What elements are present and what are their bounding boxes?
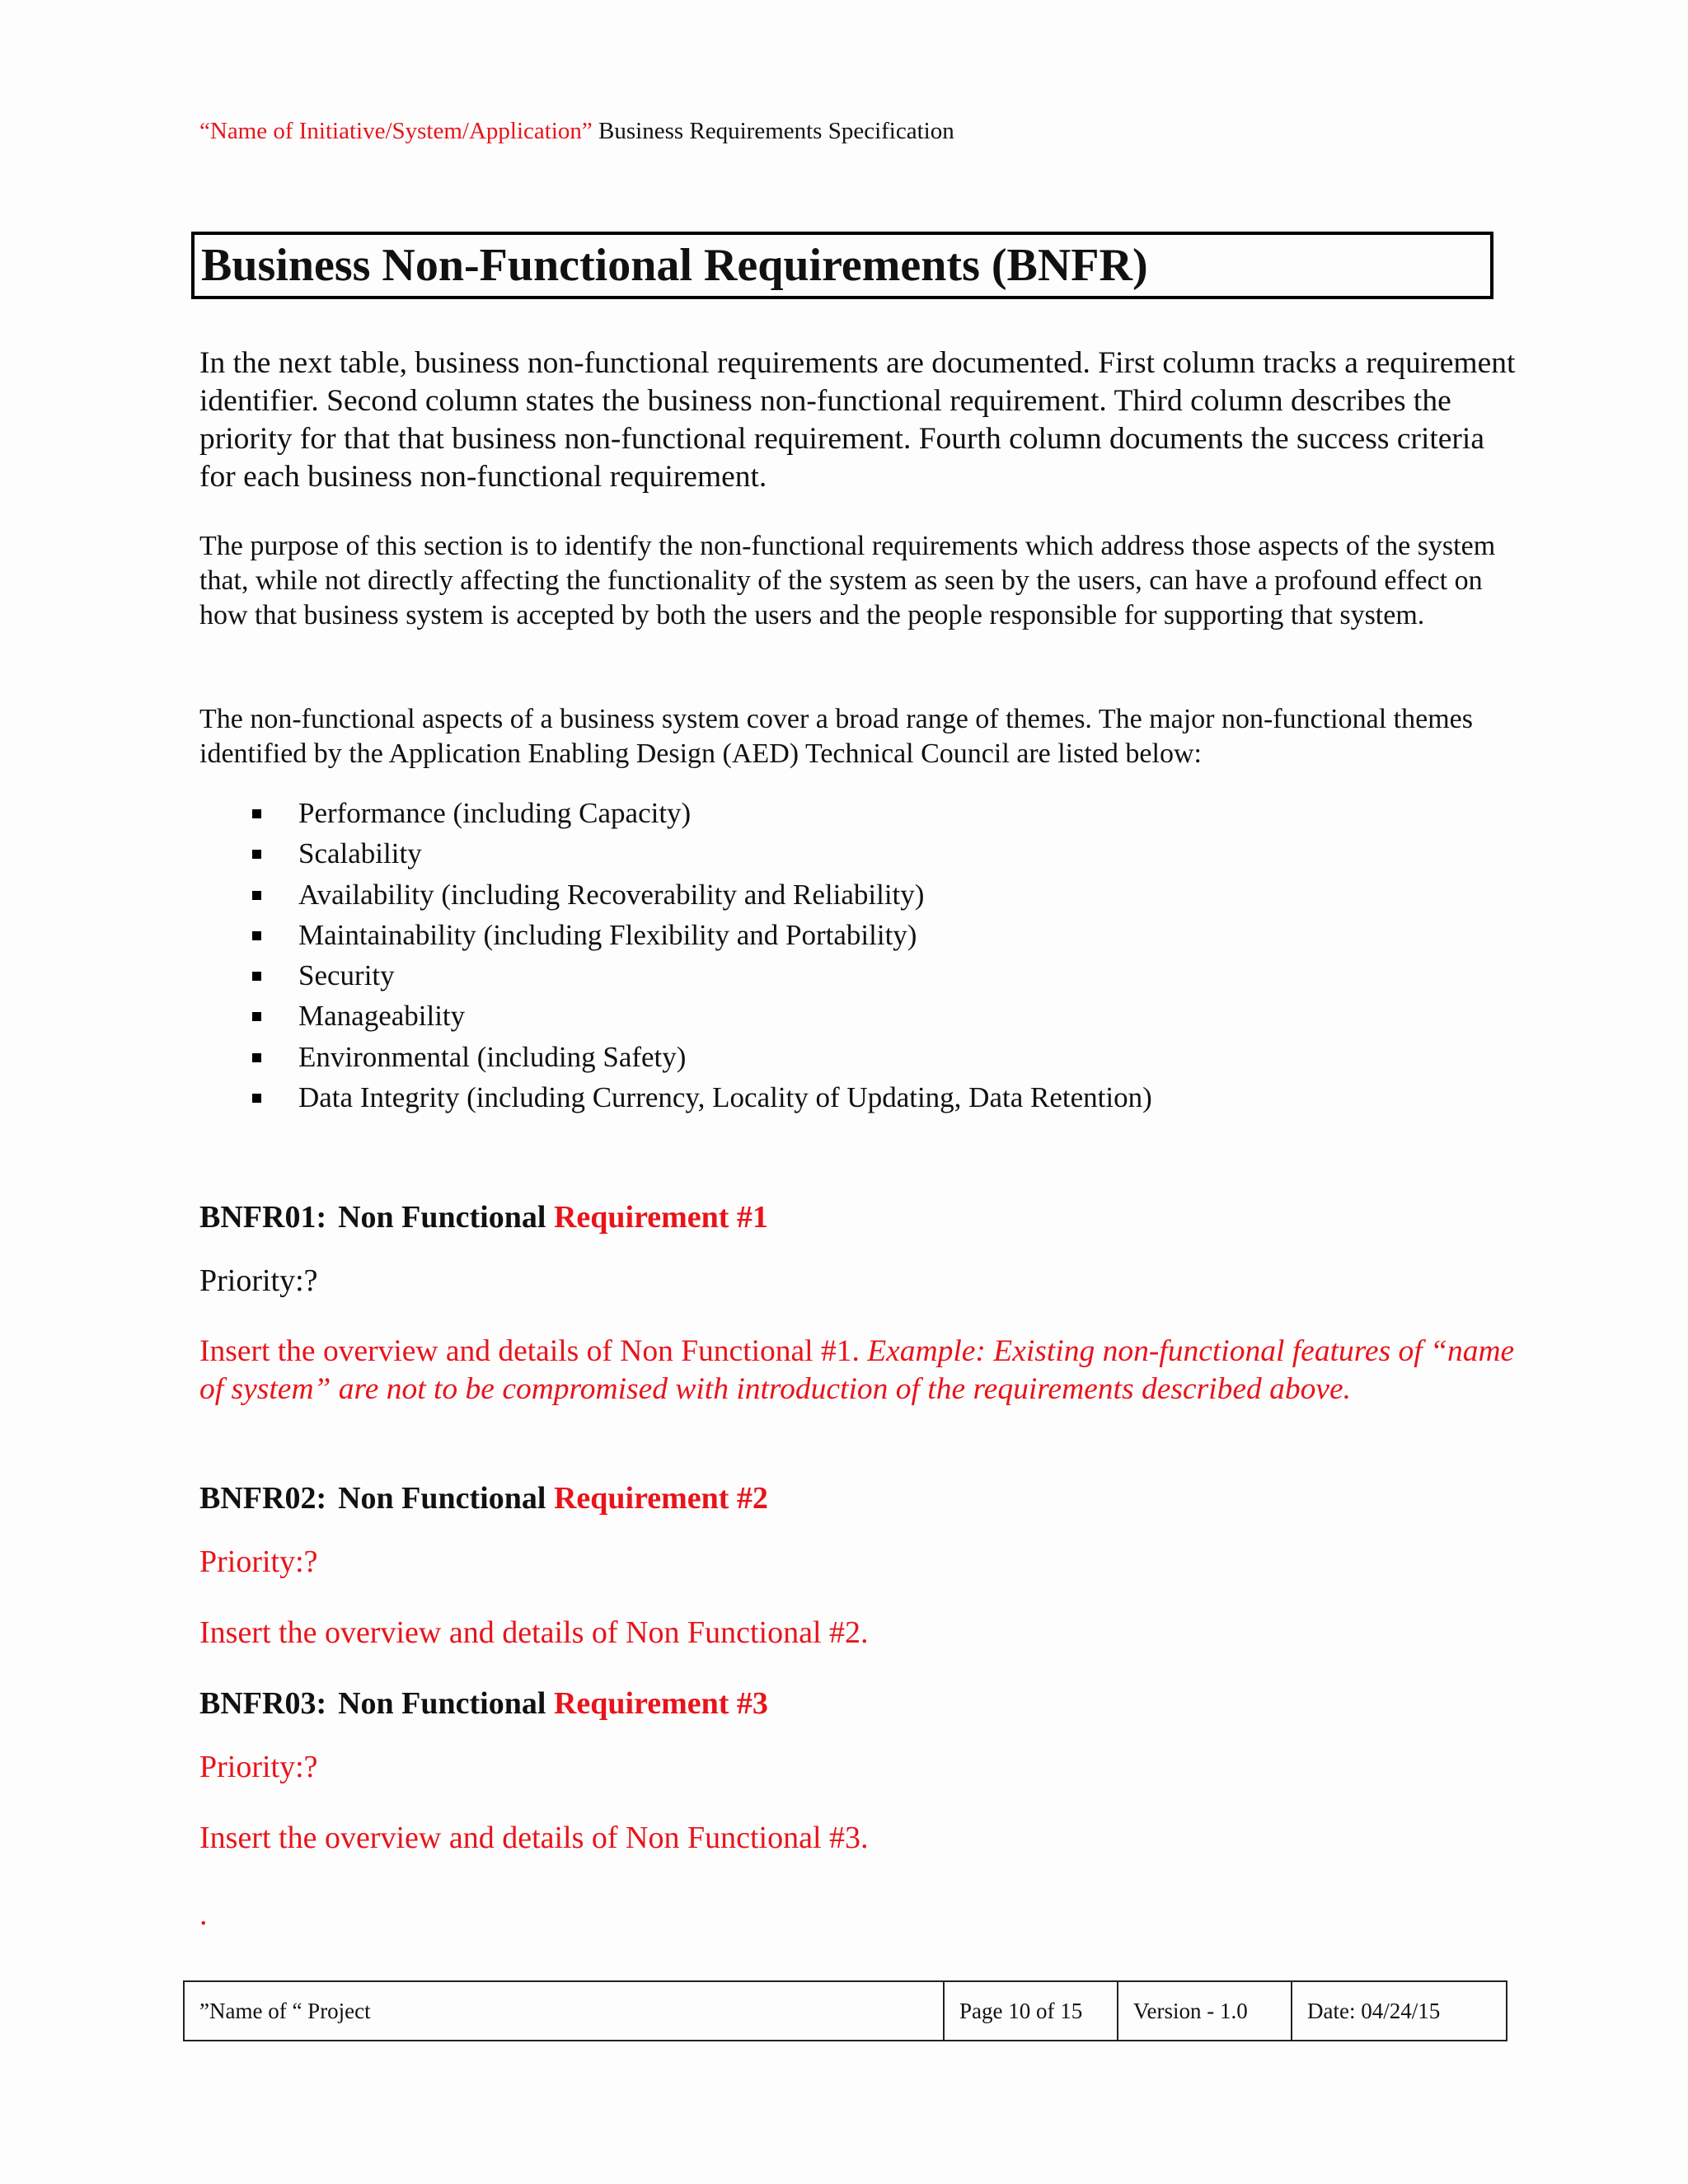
- theme-label: Data Integrity (including Currency, Locality of Updating, Data Retention): [298, 1081, 1152, 1114]
- footer-project: ”Name of “ Project: [184, 1981, 944, 2041]
- section-title-box: [191, 232, 1493, 299]
- bullet-square-icon: [252, 809, 261, 818]
- purpose-paragraph: The purpose of this section is to identify the non-functional requirements which address those aspects of the system that, while not directly affecting the functionality of the system as seen by the users, can have a profound effect on how that business system is accepted by both the users and the people responsible for supporting that system.: [199, 531, 1496, 630]
- list-item: [199, 1037, 1152, 1077]
- requirement-id: BNFR01:: [199, 1200, 327, 1235]
- requirement-example-text: Example: Existing non-functional features of “name of system” are not to be compromised with introduction of the requirements described above.: [199, 1334, 1515, 1406]
- requirement-details-1: [199, 1333, 1518, 1408]
- section-title: Business Non-Functional Requirements (BNFR): [201, 240, 1148, 291]
- list-item: [199, 955, 1152, 996]
- requirement-heading-3: [199, 1685, 768, 1722]
- requirement-label-placeholder: Requirement #2: [546, 1481, 768, 1516]
- themes-intro-paragraph: The non-functional aspects of a business system cover a broad range of themes. The major non-functional themes identified by the Application Enabling Design (AED) Technical Council are listed below:: [199, 704, 1473, 769]
- requirement-details-text: Insert the overview and details of Non Functional #1.: [199, 1334, 868, 1368]
- requirement-label: Non Functional: [338, 1481, 546, 1516]
- list-item: [199, 996, 1152, 1036]
- theme-label: Availability (including Recoverability and Reliability): [298, 878, 925, 911]
- bullet-square-icon: [252, 891, 261, 900]
- theme-label: Security: [298, 959, 395, 992]
- requirement-priority-2: Priority:?: [199, 1544, 318, 1579]
- requirement-id: BNFR03:: [199, 1686, 327, 1721]
- running-header: [199, 116, 954, 146]
- requirement-id: BNFR02:: [199, 1481, 327, 1516]
- requirement-label: Non Functional: [338, 1200, 546, 1235]
- theme-label: Manageability: [298, 1000, 466, 1033]
- bullet-square-icon: [252, 1053, 261, 1062]
- list-item: [199, 833, 1152, 874]
- header-doc-title: Business Requirements Specification: [592, 118, 954, 144]
- bullet-square-icon: [252, 1094, 261, 1103]
- trailing-mark: .: [199, 1897, 208, 1932]
- requirement-details-2: Insert the overview and details of Non Functional #2.: [199, 1615, 869, 1650]
- footer-date: Date: 04/24/15: [1292, 1981, 1507, 2041]
- intro-paragraph: In the next table, business non-functional requirements are documented. First column tracks a requirement identifier. Second column states the business non-functional requirement. Third column describes the priority for that that business non-functional requirement. Fourth column documents the success criteria for each business non-functional requirement.: [199, 346, 1516, 494]
- footer-page: Page 10 of 15: [944, 1981, 1118, 2041]
- requirement-label: Non Functional: [338, 1686, 546, 1721]
- bullet-square-icon: [252, 850, 261, 859]
- list-item: [199, 793, 1152, 833]
- bullet-square-icon: [252, 1012, 261, 1021]
- bullet-square-icon: [252, 972, 261, 981]
- list-item: [199, 915, 1152, 955]
- footer-version: Version - 1.0: [1118, 1981, 1292, 2041]
- bullet-square-icon: [252, 931, 261, 940]
- themes-list: [199, 793, 1152, 1118]
- list-item: [199, 1077, 1152, 1118]
- requirement-heading-1: [199, 1198, 768, 1236]
- theme-label: Scalability: [298, 837, 422, 870]
- requirement-label-placeholder: Requirement #1: [546, 1200, 768, 1235]
- page-footer: [183, 1980, 1507, 2041]
- theme-label: Environmental (including Safety): [298, 1040, 687, 1073]
- theme-label: Performance (including Capacity): [298, 797, 692, 829]
- table-row: [184, 1981, 1507, 2041]
- requirement-heading-2: [199, 1479, 768, 1517]
- requirement-details-3: Insert the overview and details of Non Functional #3.: [199, 1821, 869, 1855]
- requirement-priority-3: Priority:?: [199, 1750, 318, 1784]
- list-item: [199, 874, 1152, 915]
- theme-label: Maintainability (including Flexibility and Portability): [298, 918, 917, 951]
- header-name-placeholder: “Name of Initiative/System/Application”: [199, 118, 593, 144]
- requirement-label-placeholder: Requirement #3: [546, 1686, 768, 1721]
- requirement-priority-1: Priority:?: [199, 1263, 318, 1298]
